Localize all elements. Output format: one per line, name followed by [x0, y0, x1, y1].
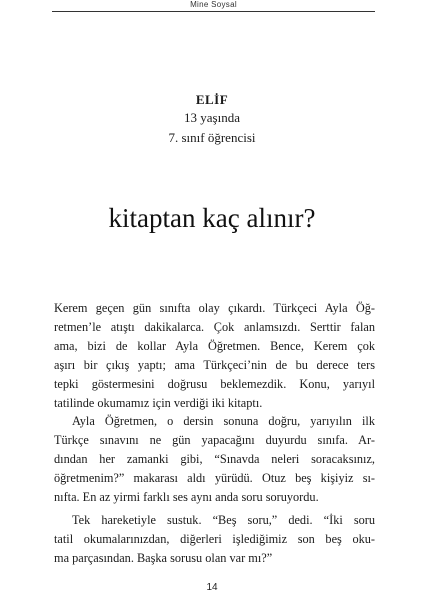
- chapter-heading: [0, 91, 424, 148]
- body-line: ma parçasından. Başka sorusu olan var mı?”: [54, 550, 273, 565]
- body-line: aşırı bir çıkış yaptı; ama Türkçeci’nin de bu derece ters: [54, 357, 375, 372]
- body-line: tatil okumalarınızdan, diğerleri işlediğimiz son beş oku-: [54, 531, 375, 546]
- body-line: Ayla Öğretmen, o dersin sonuna doğru, yarıyılın ilk: [72, 414, 375, 429]
- body-line: Tek hareketiyle sustuk. “Beş soru,” dedi. “İki soru: [72, 512, 375, 527]
- body-line: dından her zamanki gibi, “Sınavda neleri soracaksınız,: [54, 452, 375, 467]
- narrator-age: 13 yaşında: [184, 110, 240, 125]
- body-line: nıfta. En az yirmi farklı ses aynı anda soru soruyordu.: [54, 490, 319, 505]
- running-head-author: Mine Soysal: [190, 0, 237, 9]
- narrator-name: ELİF: [195, 92, 229, 107]
- chapter-title: kitaptan kaç alınır?: [108, 203, 316, 233]
- narrator-class: 7. sınıf öğrencisi: [168, 130, 256, 145]
- running-head: [52, 0, 375, 12]
- body-line: ama, bizi de kollar Ayla Öğretmen. Bence, Kerem çok: [54, 338, 375, 353]
- body-line: tatilinde okumamız için verdiği iki kitaptı.: [54, 395, 263, 410]
- body-line: tepki göstermesini doğrusu beklemezdik. Konu, yarıyıl: [54, 376, 375, 391]
- page-number: 14: [206, 582, 218, 593]
- body-line: Türkçe sınavını ne gün yapacağını duyurdu sınıfa. Ar-: [54, 433, 375, 448]
- body-text: [54, 299, 375, 568]
- body-line: retmen’le atıştı dakikalarca. Çok anlamsızdı. Serttir falan: [54, 319, 375, 334]
- body-line: öğretmenim?” makarası aldı yürüdü. Otuz beş kişiyiz sı-: [54, 471, 375, 486]
- body-line: Kerem geçen gün sınıfta olay çıkardı. Türkçeci Ayla Öğ-: [54, 301, 375, 315]
